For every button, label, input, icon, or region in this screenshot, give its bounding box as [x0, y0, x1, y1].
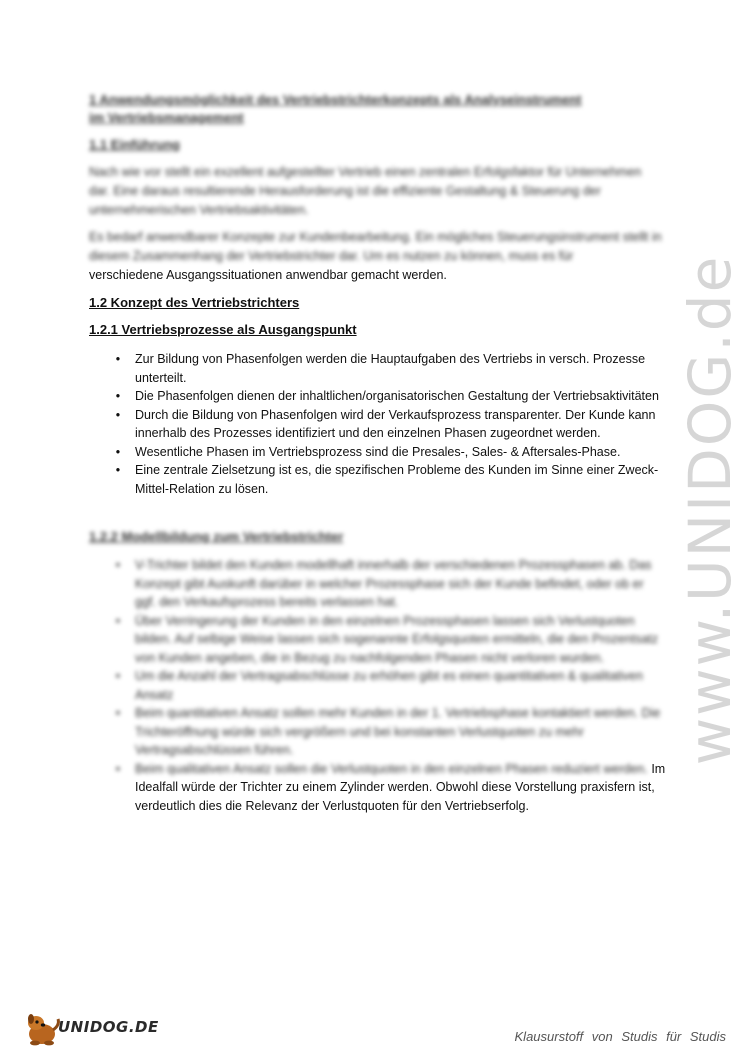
- bullet-icon: •: [115, 389, 121, 403]
- bullet-icon: •: [115, 352, 121, 366]
- unidog-logo: [22, 1010, 157, 1046]
- list-item-text-visible: Im Idealfall würde der Trichter zu einem Zylinder werden. Obwohl diese Vorstellung praxisfern ist, verdeutlich dies die Relevanz der Verlustquoten für den Vertriebserfolg.: [135, 761, 666, 813]
- bullet-icon: •: [115, 706, 121, 720]
- footer-slogan: Klausurstoff von Studis für Studis: [514, 1029, 726, 1044]
- intro-paragraph-2-blurred: Es bedarf anwendbarer Konzepte zur Kundenbearbeitung. Ein mögliches Steuerungsinstrument stellt in diesem Zusammenhang der Vertriebstrichter dar. Um es nutzen zu können, muss es für: [89, 230, 662, 263]
- list-item: [112, 556, 667, 612]
- list-item-text: Beim quantitativen Ansatz sollen mehr Kunden in der 1. Vertriebsphase kontaktiert werden. Die Trichteröffnung würde sich vergrößern und bei konstanten Verlustquoten zu mehr Vertragsabschlüssen führen.: [135, 706, 661, 757]
- heading-1-1: 1.1 Einführung: [89, 137, 180, 152]
- dog-mascot-icon: [22, 1010, 62, 1046]
- list-item-text: Zur Bildung von Phasenfolgen werden die Hauptaufgaben des Vertriebs in versch. Prozesse unterteilt.: [135, 352, 646, 385]
- process-bullet-list: [112, 350, 667, 498]
- list-item: [112, 612, 667, 668]
- intro-paragraph-2: [89, 228, 664, 285]
- list-item: [112, 704, 667, 760]
- watermark-text: www.UNIDOG.de: [676, 254, 744, 766]
- list-item: [112, 760, 667, 816]
- heading-1-2-1: 1.2.1 Vertriebsprozesse als Ausgangspunkt: [89, 322, 357, 337]
- list-item-text-blurred: Beim qualitativen Ansatz sollen die Verlustquoten in den einzelnen Phasen reduziert werden.: [135, 761, 648, 776]
- list-item-text: Durch die Bildung von Phasenfolgen wird der Verkaufsprozess transparenter. Der Kunde kann innerhalb des Prozesses identifiziert und den einzelnen Phasen zugeordnet werden.: [135, 407, 656, 440]
- list-item-text: V-Trichter bildet den Kunden modellhaft innerhalb der verschiedenen Prozessphasen ab. Das Konzept gibt Auskunft darüber in welcher Prozessphase sich der Kunde befindet, oder ob er ggf. den Verkaufsprozess bereits verlassen hat.: [135, 558, 652, 609]
- heading-1-2-2: 1.2.2 Modellbildung zum Vertriebstrichter: [89, 529, 344, 544]
- logo-text: UNIDOG.DE: [58, 1018, 159, 1036]
- heading-1-2: 1.2 Konzept des Vertriebstrichters: [89, 295, 300, 310]
- list-item-text: Eine zentrale Zielsetzung ist es, die spezifischen Probleme des Kunden im Sinne einer Zweck-Mittel-Relation zu lösen.: [135, 463, 659, 496]
- model-bullet-list: [112, 556, 667, 815]
- list-item: [112, 406, 667, 443]
- bullet-icon: •: [115, 558, 121, 572]
- heading-1: 1 Anwendungsmöglichkeit des Vertriebstrichterkonzepts als Analyseinstrument im Vertriebsmanagement: [89, 92, 582, 125]
- bullet-icon: •: [115, 407, 121, 422]
- list-item-text: Wesentliche Phasen im Vertriebsprozess sind die Presales-, Sales- & Aftersales-Phase.: [135, 444, 621, 459]
- bullet-icon: •: [115, 613, 121, 628]
- intro-paragraph-2-visible: verschiedene Ausgangssituationen anwendbar gemacht werden.: [89, 268, 447, 282]
- list-item: [112, 667, 667, 704]
- list-item-text: Die Phasenfolgen dienen der inhaltlichen/organisatorischen Gestaltung der Vertriebsaktivitäten: [135, 389, 659, 403]
- list-item: [112, 387, 667, 406]
- list-item: [112, 350, 667, 387]
- list-item-text: Um die Anzahl der Vertragsabschlüsse zu erhöhen gibt es einen quantitativen & qualitativen Ansatz: [135, 669, 643, 702]
- list-item: [112, 443, 667, 462]
- intro-paragraph-1: Nach wie vor stellt ein exzellent aufgestellter Vertrieb einen zentralen Erfolgsfaktor für Unternehmen dar. Eine daraus resultierende Herausforderung ist die effiziente Gestaltung & Steuerung der unternehmerischen Vertriebsaktivitäten.: [89, 165, 642, 217]
- list-item: [112, 461, 667, 498]
- bullet-icon: •: [115, 463, 121, 477]
- bullet-icon: •: [115, 444, 121, 459]
- list-item-text: Über Verringerung der Kunden in den einzelnen Prozessphasen lassen sich Verlustquoten bilden. Auf selbige Weise lassen sich sogenannte Erfolgsquoten ermitteln, die den Prozentsatz von Kunden angeben, die in Bezug zu nachfolgenden Phasen nicht verloren wurden.: [135, 613, 659, 665]
- bullet-icon: •: [115, 669, 121, 683]
- bullet-icon: •: [115, 761, 121, 776]
